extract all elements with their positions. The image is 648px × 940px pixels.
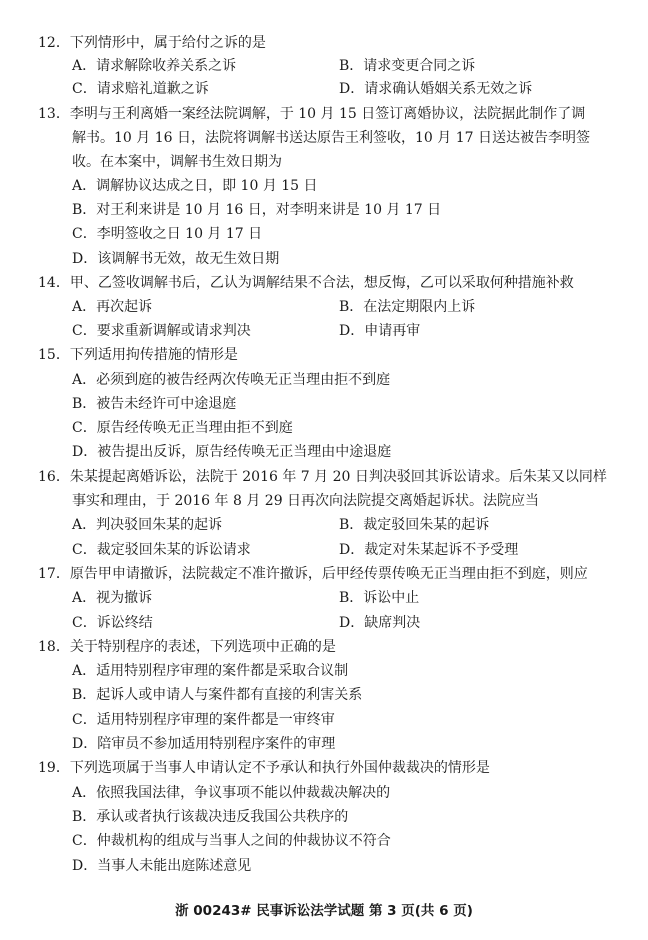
option-c: C．适用特别程序审理的案件都是一审终审 — [72, 712, 335, 728]
option-d: D．陪审员不参加适用特别程序案件的审理 — [72, 736, 336, 752]
option-d: D．裁定对朱某起诉不予受理 — [339, 542, 519, 558]
question-stem-line: 15．下列适用拘传措施的情形是 — [38, 347, 238, 363]
option-c: C．请求赔礼道歉之诉 — [72, 81, 209, 97]
option-a: A．必须到庭的被告经两次传唤无正当理由拒不到庭 — [72, 372, 391, 388]
question-stem-line: 14．甲、乙签收调解书后，乙认为调解结果不合法，想反悔，乙可以采取何种措施补救 — [38, 275, 574, 291]
option-a: A．调解协议达成之日，即 10 月 15 日 — [72, 178, 318, 194]
option-c: C．李明签收之日 10 月 17 日 — [72, 226, 263, 242]
option-a: A．适用特别程序审理的案件都是采取合议制 — [72, 663, 349, 679]
question-stem-line: 18．关于特别程序的表述，下列选项中正确的是 — [38, 639, 336, 655]
option-a: A．请求解除收养关系之诉 — [72, 58, 237, 74]
option-d: D．缺席判决 — [339, 615, 421, 631]
option-d: D．被告提出反诉，原告经传唤无正当理由中途退庭 — [72, 444, 392, 460]
option-d: D．该调解书无效，故无生效日期 — [72, 251, 280, 267]
option-c: C．裁定驳回朱某的诉讼请求 — [72, 542, 251, 558]
question-stem-line: 收。在本案中，调解书生效日期为 — [72, 154, 282, 170]
option-c: C．仲裁机构的组成与当事人之间的仲裁协议不符合 — [72, 833, 391, 849]
option-c: C．要求重新调解或请求判决 — [72, 323, 251, 339]
option-b: B．在法定期限内上诉 — [339, 299, 476, 315]
option-a: A．依照我国法律，争议事项不能以仲裁裁决解决的 — [72, 785, 391, 801]
question-stem-line: 13．李明与王利离婚一案经法院调解，于 10 月 15 日签订离婚协议，法院据此制作了调 — [38, 106, 586, 122]
option-a: A．再次起诉 — [72, 299, 153, 315]
question-stem-line: 19．下列选项属于当事人申请认定不予承认和执行外国仲裁裁决的情形是 — [38, 760, 490, 776]
option-d: D．请求确认婚姻关系无效之诉 — [339, 81, 533, 97]
option-b: B．对王利来讲是 10 月 16 日，对李明来讲是 10 月 17 日 — [72, 202, 442, 218]
option-b: B．请求变更合同之诉 — [339, 58, 476, 74]
option-b: B．被告未经许可中途退庭 — [72, 396, 237, 412]
question-stem-line: 12．下列情形中，属于给付之诉的是 — [38, 35, 266, 51]
page-footer: 浙 00243# 民事诉讼法学试题 第 3 页(共 6 页) — [175, 903, 473, 919]
option-b: B．承认或者执行该裁决违反我国公共秩序的 — [72, 809, 349, 825]
option-b: B．起诉人或申请人与案件都有直接的利害关系 — [72, 687, 363, 703]
option-a: A．判决驳回朱某的起诉 — [72, 517, 223, 533]
question-stem-line: 16．朱某提起离婚诉讼，法院于 2016 年 7 月 20 日判决驳回其诉讼请求。后朱某又以同样 — [38, 469, 607, 485]
question-stem-line: 17．原告甲申请撤诉，法院裁定不准许撤诉，后甲经传票传唤无正当理由拒不到庭，则应 — [38, 566, 588, 582]
option-a: A．视为撤诉 — [72, 590, 153, 606]
question-stem-line: 解书。10 月 16 日，法院将调解书送达原告王利签收，10 月 17 日送达被告李明签 — [72, 130, 590, 146]
option-c: C．原告经传唤无正当理由拒不到庭 — [72, 420, 293, 436]
question-stem-line: 事实和理由，于 2016 年 8 月 29 日再次向法院提交离婚起诉状。法院应当 — [72, 493, 540, 509]
option-d: D．申请再审 — [339, 323, 421, 339]
option-c: C．诉讼终结 — [72, 615, 153, 631]
option-b: B．裁定驳回朱某的起诉 — [339, 517, 490, 533]
option-d: D．当事人未能出庭陈述意见 — [72, 858, 252, 874]
option-b: B．诉讼中止 — [339, 590, 420, 606]
